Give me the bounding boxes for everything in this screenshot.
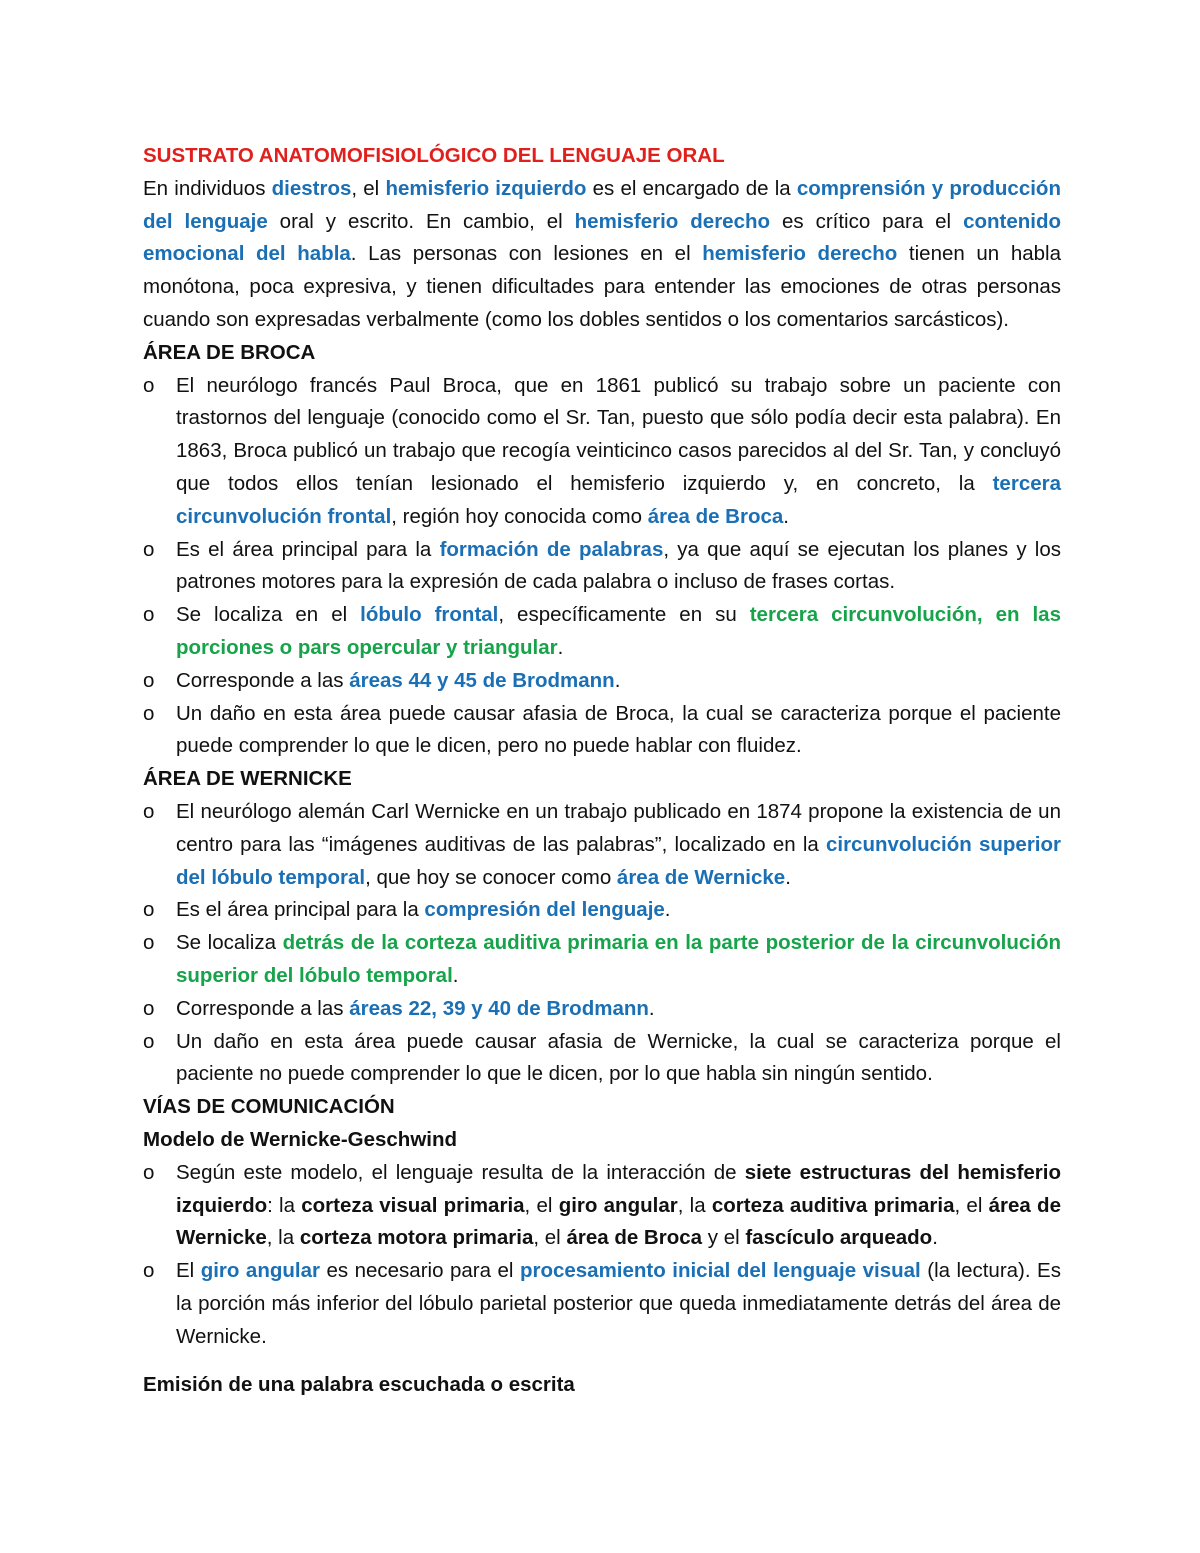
highlighted-term: circunvolución superior del lóbulo temporal [176,832,1061,889]
document-page [143,140,1061,1402]
text-run: : la [267,1193,302,1217]
bullet-marker: o [143,701,155,725]
bullet-marker: o [143,898,155,922]
highlighted-term: lóbulo frontal [360,603,499,627]
text-run: , la [677,1193,712,1217]
highlighted-term: hemisferio derecho [702,242,898,266]
text-run: Se localiza [176,931,283,955]
text-run: . [557,635,564,659]
highlighted-term: área de Wernicke [616,865,786,889]
bullet-item [143,534,1061,600]
highlighted-term: giro angular [558,1193,678,1217]
bullet-item [143,927,1061,993]
bullet-item [143,796,1061,894]
highlighted-term: área de Broca [566,1226,703,1250]
text-run: , la [266,1226,300,1250]
text-run: (la lectura). Es la porción más inferior del lóbulo parietal posterior que queda inmediatamente detrás del área de Wernicke. [176,1259,1061,1348]
bullet-marker: o [143,1259,155,1283]
text-run: Según este modelo, el lenguaje resulta de la interacción de [176,1160,745,1184]
bullet-marker: o [143,537,155,561]
text-run: . [614,668,621,692]
text-run: Es el área principal para la [176,537,440,561]
bullet-marker: o [143,1029,155,1053]
highlighted-term: corteza visual primaria [301,1193,525,1217]
highlighted-term: diestros [271,176,352,200]
bullet-marker: o [143,668,155,692]
vias-heading: VÍAS DE COMUNICACIÓN [143,1095,395,1119]
bullet-item [143,599,1061,665]
highlighted-term: área de Wernicke [176,1193,1061,1250]
text-run: , el [351,176,386,200]
text-run: , el [954,1193,989,1217]
highlighted-term: tercera circunvolución, en las porciones o pars opercular y triangular [176,603,1061,659]
broca-list [143,370,1061,764]
highlighted-term: detrás de la corteza auditiva primaria en la parte posterior de la circunvolución superior del lóbulo temporal [176,931,1061,987]
bullet-item [143,1157,1061,1255]
text-run: Corresponde a las [176,668,350,692]
bullet-marker: o [143,1160,155,1184]
bullet-item [143,698,1061,764]
highlighted-term: procesamiento inicial del lenguaje visual [519,1259,921,1283]
text-run: , específicamente en su [498,603,750,627]
text-run: El neurólogo alemán Carl Wernicke en un trabajo publicado en 1874 propone la existencia de un centro para las “imágenes auditivas de las palabras”, localizado en la [176,799,1061,856]
text-run: Se localiza en el [176,603,361,627]
text-run: . [932,1226,938,1250]
bullet-marker: o [143,931,155,955]
bullet-marker: o [143,799,155,823]
highlighted-term: áreas 44 y 45 de Brodmann [349,668,615,692]
text-run: . [783,504,789,528]
text-run: . [452,963,459,987]
bullet-item [143,665,1061,698]
text-run: Un daño en esta área puede causar afasia de Broca, la cual se caracteriza porque el paciente puede comprender lo que le dicen, pero no puede hablar con fluidez. [176,701,1061,758]
highlighted-term: giro angular [200,1259,320,1283]
intro-paragraph [143,173,1061,337]
highlighted-term: área de Broca [647,504,784,528]
emission-heading: Emisión de una palabra escuchada o escrita [143,1373,575,1397]
highlighted-term: comprensión y producción del lenguaje [143,176,1061,233]
bullet-marker: o [143,996,155,1020]
text-run: es necesario para el [319,1259,520,1283]
text-run: Corresponde a las [176,996,350,1020]
bullet-item [143,1026,1061,1092]
text-run: es crítico para el [770,209,964,233]
text-run: Es el área principal para la [176,898,425,922]
model-subheading: Modelo de Wernicke-Geschwind [143,1127,458,1151]
highlighted-term: corteza motora primaria [299,1226,534,1250]
text-run: es el encargado de la [586,176,797,200]
highlighted-term: áreas 22, 39 y 40 de Brodmann [349,996,649,1020]
bullet-item [143,894,1061,927]
bullet-item [143,370,1061,534]
highlighted-term: fascículo arqueado [745,1226,933,1250]
text-run: . Las personas con lesiones en el [350,242,703,266]
broca-heading: ÁREA DE BROCA [143,340,316,364]
text-run: , el [533,1226,567,1250]
bullet-item [143,993,1061,1026]
wernicke-heading: ÁREA DE WERNICKE [143,767,352,791]
highlighted-term: contenido emocional del habla [143,209,1061,266]
text-run: . [664,898,671,922]
vias-list [143,1157,1061,1354]
highlighted-term: corteza auditiva primaria [711,1193,955,1217]
text-run: tienen un habla monótona, poca expresiva, y tienen dificultades para entender las emociones de otras personas cuando son expresadas verbalmente (como los dobles sentidos o los comentarios sarcásticos). [143,242,1061,331]
text-run: Un daño en esta área puede causar afasia de Wernicke, la cual se caracteriza porque el paciente no puede comprender lo que le dicen, por lo que habla sin ningún sentido. [176,1029,1061,1086]
text-run: . [785,865,791,889]
highlighted-term: hemisferio derecho [574,209,771,233]
highlighted-term: tercera circunvolución frontal [176,471,1061,528]
text-run: , ya que aquí se ejecutan los planes y los patrones motores para la expresión de cada palabra o incluso de frases cortas. [176,537,1061,594]
text-run: , región hoy conocida como [391,504,648,528]
wernicke-list [143,796,1061,1091]
text-run: El [176,1259,201,1283]
bullet-item [143,1255,1061,1353]
bullet-marker: o [143,603,155,627]
text-run: , que hoy se conocer como [365,865,617,889]
highlighted-term: siete estructuras del hemisferio izquierdo [176,1160,1061,1217]
highlighted-term: compresión del lenguaje [424,898,665,922]
text-run: oral y escrito. En cambio, el [267,209,575,233]
highlighted-term: formación de palabras [439,537,664,561]
text-run: . [648,996,655,1020]
text-run: , el [524,1193,559,1217]
text-run: En individuos [143,176,272,200]
highlighted-term: hemisferio izquierdo [385,176,587,200]
bullet-marker: o [143,373,155,397]
text-run: y el [702,1226,746,1250]
document-title: SUSTRATO ANATOMOFISIOLÓGICO DEL LENGUAJE ORAL [143,144,725,167]
text-run: El neurólogo francés Paul Broca, que en 1861 publicó su trabajo sobre un paciente con trastornos del lenguaje (conocido como el Sr. Tan, puesto que sólo podía decir esta palabra). En 1863, Broca publicó un trabajo que recogía veinticinco casos parecidos al del Sr. Tan, y concluyó que todos ellos tenían lesionado el hemisferio izquierdo y, en concreto, la [176,373,1061,495]
